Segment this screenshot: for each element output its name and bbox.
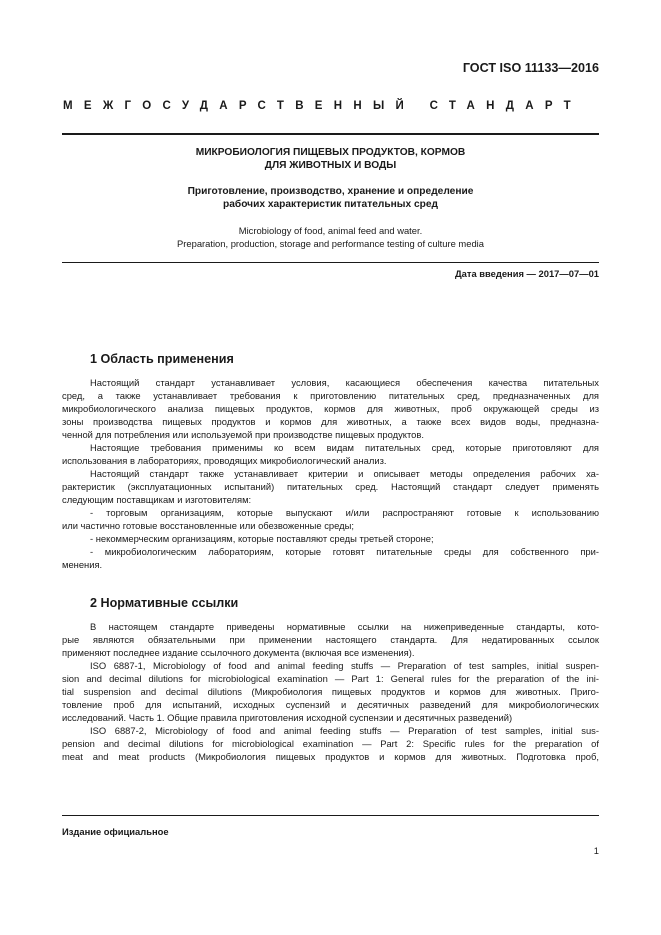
subtitle-russian-line-2: рабочих характеристик питательных сред — [223, 198, 438, 210]
official-edition-label: Издание официальное — [62, 826, 169, 837]
paragraph-line: В настоящем стандарте приведены нормативные ссылки на нижеприведенные стандарты, кото- — [90, 621, 599, 632]
reference-line: ISO 6887-1, Microbiology of food and animal feeding stuffs — Preparation of test samples, initial suspen- — [90, 660, 599, 671]
reference-line: meat and meat products (Микробиология пищевых продуктов и кормов для животных. Подготовка проб, — [62, 751, 599, 762]
title-rule — [62, 262, 599, 263]
list-item-line: менения. — [62, 559, 103, 570]
title-english — [62, 225, 599, 250]
reference-line: ISO 6887-2, Microbiology of food and animal feeding stuffs — Preparation of test samples, initial sus- — [90, 725, 599, 736]
paragraph-line: сред, а также устанавливает требования к приготовлению питательных сред, предназначенных для — [62, 390, 599, 401]
section-2-heading: 2 Нормативные ссылки — [90, 596, 239, 610]
paragraph-line: следующим поставщикам и изготовителям: — [62, 494, 252, 505]
page-number: 1 — [593, 845, 599, 856]
reference-line: товление проб для испытаний, исходных суспензий и десятичных разведений для микробиологических — [62, 699, 599, 710]
paragraph-line: рые являются обязательными при применении настоящего стандарта. Для недатированных ссылок — [62, 634, 599, 645]
standard-code: ГОСТ ISO 11133—2016 — [462, 61, 599, 75]
reference-line: sion and decimal dilutions for microbiological examination — Part 1: General rules for the preparation of the ini- — [62, 673, 599, 684]
paragraph-line: применяют последнее издание ссылочного документа (включая все изменения). — [62, 647, 415, 658]
footer-rule — [62, 815, 599, 816]
list-item-line: - некоммерческим организациям, которые поставляют среды третьей стороне; — [90, 533, 434, 544]
title-english-line-1: Microbiology of food, animal feed and water. — [238, 225, 423, 236]
title-russian-line-1: МИКРОБИОЛОГИЯ ПИЩЕВЫХ ПРОДУКТОВ, КОРМОВ — [195, 147, 466, 158]
paragraph-line: микробиологического анализа пищевых продуктов, кормов для животных, проб окружающей среды из — [62, 403, 599, 414]
reference-line: tial suspension and decimal dilutions (Микробиология пищевых продуктов и кормов для животных. Приго- — [62, 686, 599, 697]
list-item-line: - микробиологическим лабораториям, которые готовят питательные среды для собственного при- — [90, 546, 599, 557]
paragraph-line: использования в лабораториях, проводящих микробиологический анализ. — [62, 455, 387, 466]
subtitle-russian — [62, 186, 599, 211]
introduction-date: Дата введения — 2017—07—01 — [454, 268, 599, 279]
paragraph-line: рактеристик (эксплуатационных испытаний) питательных сред. Настоящий стандарт следует применять — [62, 481, 599, 492]
title-russian-line-2: ДЛЯ ЖИВОТНЫХ И ВОДЫ — [264, 159, 397, 171]
interstate-standard-label: МЕЖГОСУДАРСТВЕННЫЙ СТАНДАРТ — [63, 100, 582, 112]
paragraph-line: Настоящий стандарт устанавливает условия, касающиеся обеспечения качества питательных — [90, 377, 599, 388]
title-english-line-2: Preparation, production, storage and performance testing of culture media — [177, 237, 484, 249]
reference-line: исследований. Часть 1. Общие правила приготовления исходной суспензии и десятичных разведений) — [62, 712, 513, 723]
paragraph-line: Настоящий стандарт также устанавливает критерии и описывает методы определения рабочих ха- — [90, 468, 599, 479]
section-1-heading: 1 Область применения — [90, 352, 234, 366]
title-russian — [62, 147, 599, 172]
list-item-line: - торговым организациям, которые выпускают и/или распространяют готовые к использованию — [90, 507, 599, 518]
paragraph-line: зоны производства пищевых продуктов и кормов для животных, а также всех видов воды, предназна- — [62, 416, 599, 427]
subtitle-russian-line-1: Приготовление, производство, хранение и определение — [187, 186, 474, 197]
paragraph-line: Настоящие требования применимы ко всем видам питательных сред, которые приготовляют для — [90, 442, 599, 453]
reference-line: pension and decimal dilutions for microbiological examination — Part 2: Specific rules for the preparation of — [62, 738, 599, 749]
list-item-line: или частично готовые восстановленные или обезвоженные среды; — [62, 520, 354, 531]
header-rule — [62, 133, 599, 135]
paragraph-line: ченной для потребления или используемой при производстве пищевых продуктов. — [62, 429, 424, 440]
